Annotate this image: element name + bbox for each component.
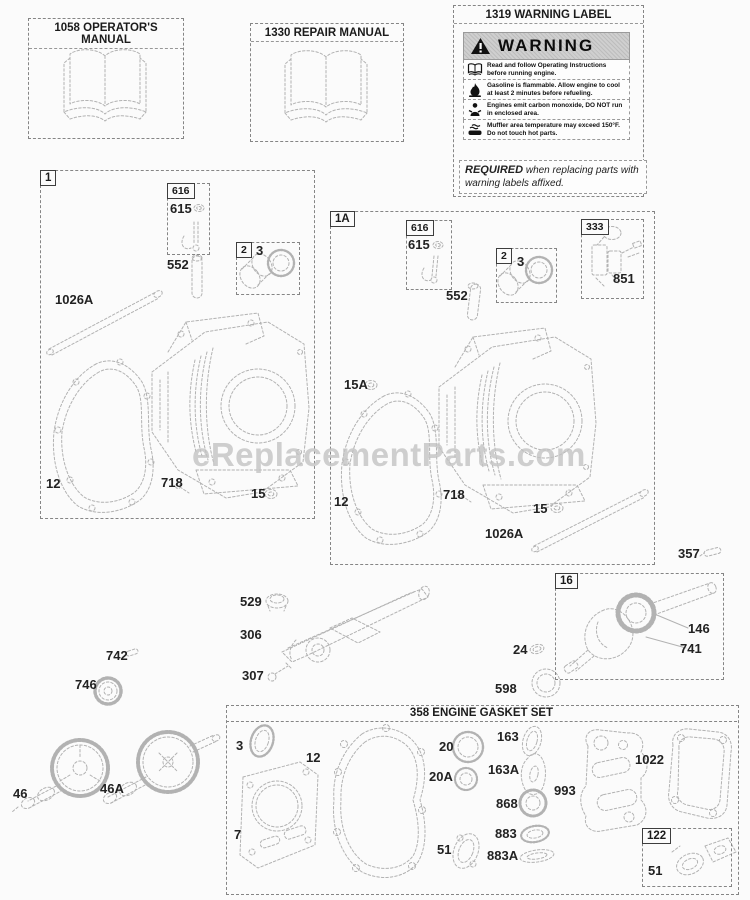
part-label-883: 883 <box>495 826 517 841</box>
part-label-1026a: 1026A <box>55 292 94 307</box>
part-label-746: 746 <box>75 677 97 692</box>
warning-row <box>463 60 630 80</box>
part-label-51: 51 <box>437 842 452 857</box>
carbon-monoxide-icon <box>467 102 483 118</box>
part-label-24: 24 <box>513 642 528 657</box>
operators-manual-title: 1058 OPERATOR'S MANUAL <box>29 19 183 49</box>
part-label-3: 3 <box>517 254 525 269</box>
repair-manual-title: 1330 REPAIR MANUAL <box>251 24 403 42</box>
warning-triangle-icon <box>470 37 491 55</box>
part-label-12: 12 <box>334 494 349 509</box>
manual-book-icon <box>467 62 483 78</box>
warning-banner <box>463 32 630 60</box>
part-label-529: 529 <box>240 594 262 609</box>
sub616-box1a-corner-label: 616 <box>406 220 434 236</box>
part-label-357: 357 <box>678 546 700 561</box>
part-label-15: 15 <box>251 486 266 501</box>
part-label-615: 615 <box>170 201 192 216</box>
warning-row <box>463 100 630 120</box>
bolt-307-drawing <box>268 663 291 681</box>
part-label-615: 615 <box>408 237 430 252</box>
hot-muffler-icon <box>467 122 483 138</box>
part-label-3: 3 <box>256 243 264 258</box>
part-label-883a: 883A <box>487 848 519 863</box>
warning-required-note <box>459 160 647 194</box>
part-label-1022: 1022 <box>635 752 664 767</box>
part-label-12: 12 <box>46 476 61 491</box>
part-label-20a: 20A <box>429 769 453 784</box>
oil-fill-tube-drawing <box>282 585 431 662</box>
sub2-box1-corner-label: 2 <box>236 242 252 258</box>
part-label-20: 20 <box>439 739 454 754</box>
part-label-163a: 163A <box>488 762 520 777</box>
part-label-742: 742 <box>106 648 128 663</box>
pin-357-drawing <box>700 547 721 557</box>
box1-corner-label: 1 <box>40 170 56 186</box>
part-label-741: 741 <box>680 641 702 656</box>
part-label-307: 307 <box>242 668 264 683</box>
part-label-3: 3 <box>236 738 244 753</box>
part-label-46: 46 <box>13 786 28 801</box>
warning-row-text: Muffler area temperature may exceed 150°F. Do not touch hot parts. <box>487 121 620 137</box>
flame-icon <box>467 82 483 98</box>
part-label-46a: 46A <box>100 781 124 796</box>
part-label-146: 146 <box>688 621 710 636</box>
sub2-box1a-corner-label: 2 <box>496 248 512 264</box>
part-label-552: 552 <box>446 288 468 303</box>
box122-corner-label: 122 <box>642 828 671 844</box>
required-text: when replacing parts with warning labels affixed. <box>465 165 639 189</box>
part-label-993: 993 <box>554 783 576 798</box>
part-label-851: 851 <box>613 271 635 286</box>
repair-manual-box <box>250 23 404 142</box>
part-label-718: 718 <box>443 487 465 502</box>
part-label-306: 306 <box>240 627 262 642</box>
required-emphasis: REQUIRED <box>465 164 524 176</box>
part-label-12: 12 <box>306 750 321 765</box>
box1a-corner-label: 1A <box>330 211 355 227</box>
operators-manual-box <box>28 18 184 139</box>
sub333-corner-label: 333 <box>581 219 609 235</box>
part-label-1026a: 1026A <box>485 526 524 541</box>
box16-corner-label: 16 <box>555 573 578 589</box>
warning-label <box>463 32 630 140</box>
warning-banner-text: WARNING <box>498 36 595 55</box>
warning-row-text: Read and follow Operating Instructions before running engine. <box>487 61 607 77</box>
warning-row-text: Engines emit carbon monoxide, DO NOT run in enclosed area. <box>487 101 623 117</box>
part-label-868: 868 <box>496 796 518 811</box>
warning-row <box>463 120 630 140</box>
part-label-7: 7 <box>234 827 242 842</box>
gear-746-drawing <box>95 678 121 704</box>
warning-label-box-title: 1319 WARNING LABEL <box>454 6 643 24</box>
ring-24-drawing <box>529 643 545 655</box>
oil-fill-cap-drawing <box>266 594 288 611</box>
sub616-box1-corner-label: 616 <box>167 183 195 199</box>
part-label-718: 718 <box>161 475 183 490</box>
part-label-15a: 15A <box>344 377 368 392</box>
part-label-163: 163 <box>497 729 519 744</box>
part-label-15: 15 <box>533 501 548 516</box>
camshaft-46-drawing <box>12 740 108 812</box>
warning-row-text: Gasoline is flammable. Allow engine to cool at least 2 minutes before refueling. <box>487 81 620 97</box>
watermark: eReplacementParts.com <box>192 436 586 473</box>
part-label-51: 51 <box>648 863 663 878</box>
warning-row <box>463 80 630 100</box>
part-label-598: 598 <box>495 681 517 696</box>
gasket-set-title: 358 ENGINE GASKET SET <box>226 705 737 722</box>
part-label-552: 552 <box>167 257 189 272</box>
